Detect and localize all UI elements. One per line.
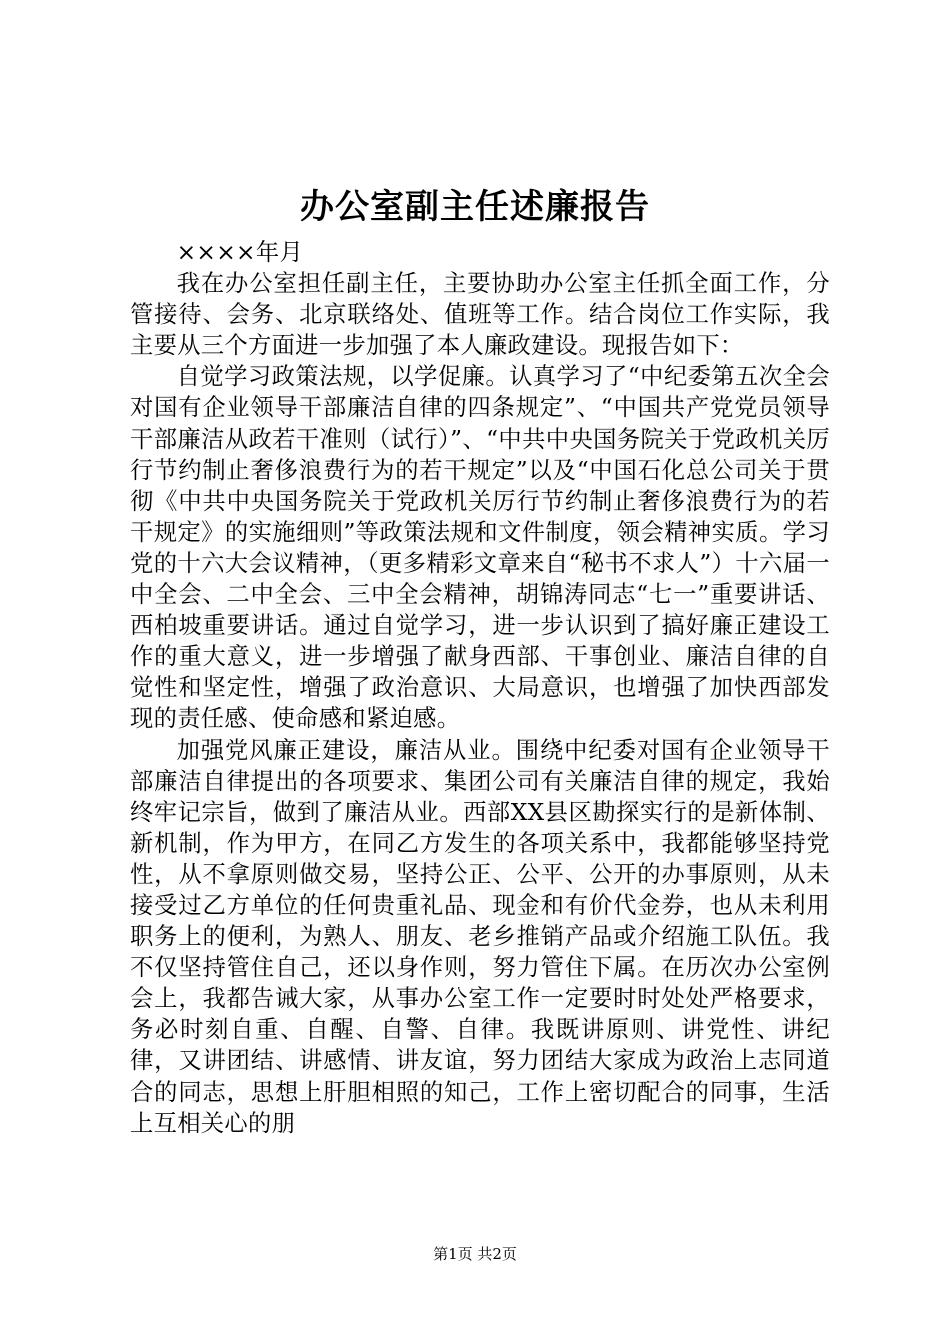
paragraph-integrity: 加强党风廉正建设，廉洁从业。围绕中纪委对国有企业领导干部廉洁自律提出的各项要求、集团公司有关廉洁自律的规定，我始终牢记宗旨，做到了廉洁从业。西部XX县区勘探实行的是新体制、新机制，作为甲方，在同乙方发生的各项关系中，我都能够坚持党性，从不拿原则做交易，坚持公正、公平、公开的办事原则，从未接受过乙方单位的任何贵重礼品、现金和有价代金券，也从未利用职务上的便利，为熟人、朋友、老乡推销产品或介绍施工队伍。我不仅坚持管住自己，还以身作则，努力管住下属。在历次办公室例会上，我都告诫大家，从事办公室工作一定要时时处处严格要求，务必时刻自重、自醒、自警、自律。我既讲原则、讲党性、讲纪律，又讲团结、讲感情、讲友谊，努力团结大家成为政治上志同道合的同志，思想上肝胆相照的知己，工作上密切配合的同事，生活上互相关心的朋 (130, 736, 830, 1137)
paragraph-study: 自觉学习政策法规，以学促廉。认真学习了“中纪委第五次全会对国有企业领导干部廉洁自律的四条规定”、“中国共产党党员领导干部廉洁从政若干准则（试行）”、“中共中央国务院关于党政机关厉行节约制止奢侈浪费行为的若干规定”以及“中国石化总公司关于贯彻《中共中央国务院关于党政机关厉行节约制止奢侈浪费行为的若干规定》的实施细则”等政策法规和文件制度，领会精神实质。学习党的十六大会议精神，（更多精彩文章来自“秘书不求人”）十六届一中全会、二中全会、三中全会精神，胡锦涛同志“七一”重要讲话、西柏坡重要讲话。通过自觉学习，进一步认识到了搞好廉正建设工作的重大意义，进一步增强了献身西部、干事创业、廉洁自律的自觉性和坚定性，增强了政治意识、大局意识，也增强了加快西部发现的责任感、使命感和紧迫感。 (130, 363, 830, 733)
document-body (130, 237, 830, 1139)
paragraph-intro: 我在办公室担任副主任，主要协助办公室主任抓全面工作，分管接待、会务、北京联络处、值班等工作。结合岗位工作实际，我主要从三个方面进一步加强了本人廉政建设。现报告如下： (130, 270, 830, 360)
document-title: 办公室副主任述廉报告 (300, 187, 650, 227)
page-footer: 第1页 共2页 (433, 1245, 517, 1263)
date-line: ××××年月 (176, 239, 304, 266)
